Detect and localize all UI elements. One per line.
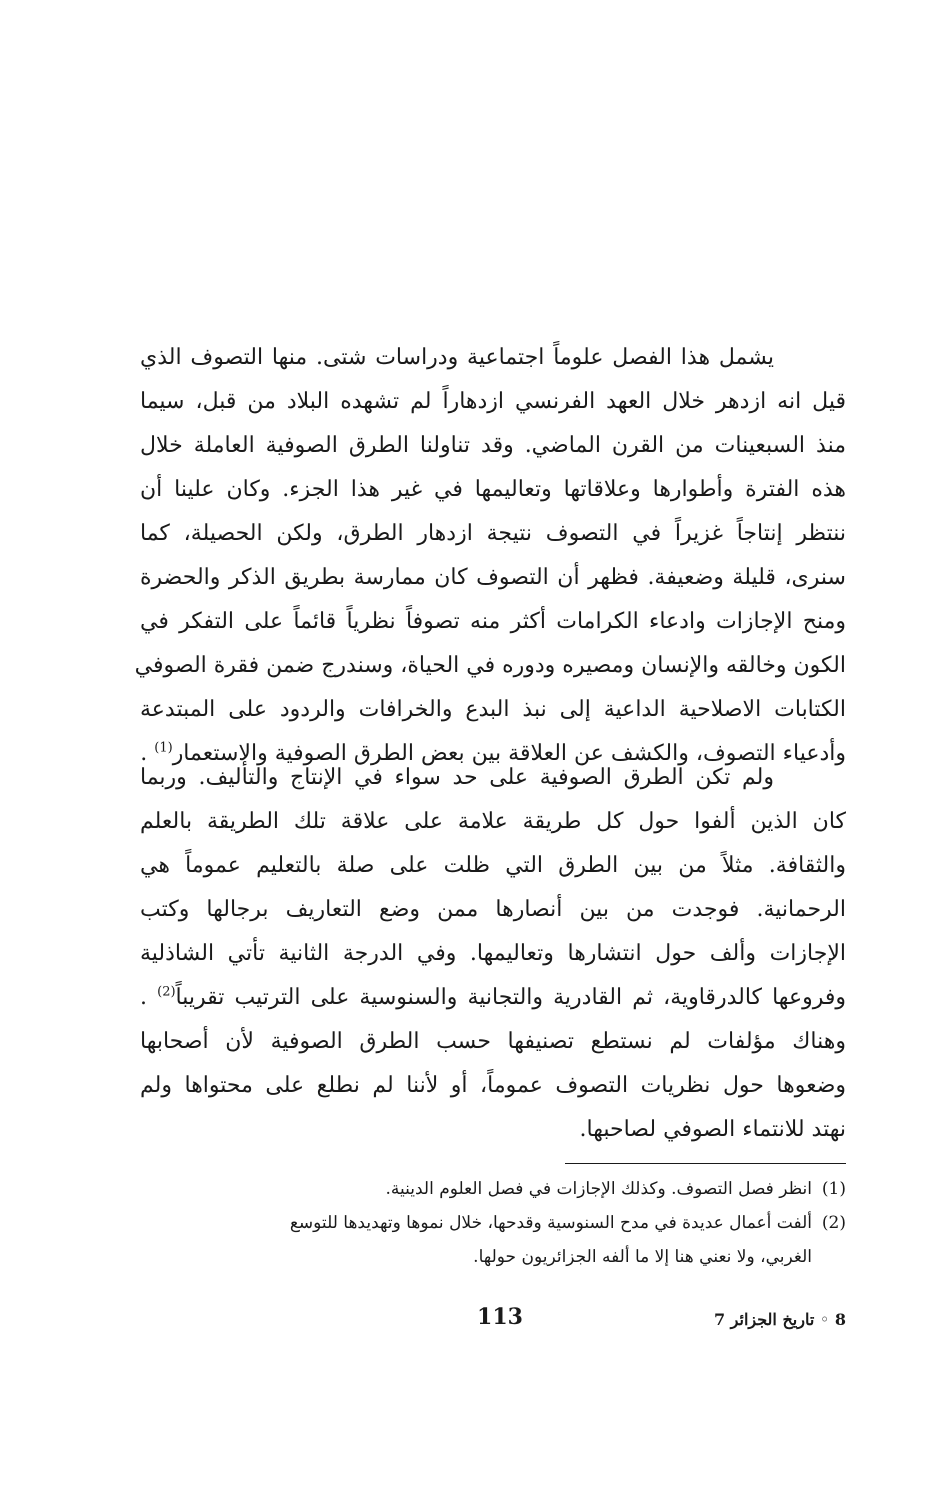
footnote-2-continuation: الغربي، ولا نعني هنا إلا ما ألفه الجزائريون حولها. [473,1247,812,1267]
footnote-2 [140,1206,846,1240]
paragraph-1-line: ومنح الإجازات وادعاء الكرامات أكثر منه تصوفاً نظرياً قائماً على التفكر في [140,609,846,634]
paragraph-1-line: سنرى، قليلة وضعيفة. فظهر أن التصوف كان ممارسة بطريق الذكر والحضرة [140,565,846,590]
paragraph-2-line: نهتد للانتماء الصوفي لصاحبها. [579,1117,846,1142]
footnote-ref-2: (2) [157,984,176,1000]
paragraph-1-end: . [140,741,155,766]
paragraph-1-line: ننتظر إنتاجاً غزيراً في التصوف نتيجة ازدهار الطرق، ولكن الحصيلة، كما [140,521,846,546]
footnote-1-number: (1) [821,1179,846,1199]
paragraph-2 [140,756,846,1152]
printer-signature-mark: 8 ◦ تاريخ الجزائر 7 [713,1310,846,1329]
paragraph-2-line: ولم تكن الطرق الصوفية على حد سواء في الإنتاج والتأليف. وربما [140,765,774,790]
paragraph-2-line: وضعوها حول نظريات التصوف عموماً، أو لأننا لم نطلع على محتواها ولم [140,1073,846,1098]
footnote-1 [140,1172,846,1206]
paragraph-2-line: كان الذين ألفوا حول كل طريقة علامة على علاقة تلك الطريقة بالعلم [140,809,846,834]
paragraph-1-line: الكون وخالقه والإنسان ومصيره ودوره في الحياة، وسندرج ضمن فقرة الصوفي [134,653,846,678]
paragraph-1-line: الكتابات الاصلاحية الداعية إلى نبذ البدع والخرافات والردود على المبتدعة [140,697,846,722]
paragraph-2-line: والثقافة. مثلاً من بين الطرق التي ظلت على صلة بالتعليم عموماً هي [140,853,846,878]
footnotes [140,1172,846,1274]
paragraph-1 [134,336,846,776]
paragraph-1-line: منذ السبعينات من القرن الماضي. وقد تناولنا الطرق الصوفية العاملة خلال [140,433,846,458]
paragraph-1-line-text: وأدعياء التصوف، والكشف عن العلاقة بين بعض الطرق الصوفية والاستعمار [172,741,846,766]
paragraph-1-line: يشمل هذا الفصل علوماً اجتماعية ودراسات شتى. منها التصوف الذي [140,345,774,370]
paragraph-1-line: هذه الفترة وأطوارها وعلاقاتها وتعاليمها في غير هذا الجزء. وكان علينا أن [140,477,846,502]
paragraph-2-line-text: وفروعها كالدرقاوية، ثم القادرية والتجانية والسنوسية على الترتيب تقريباً [175,985,846,1010]
paragraph-2-line: وهناك مؤلفات لم نستطع تصنيفها حسب الطرق الصوفية لأن أصحابها [140,1029,846,1054]
paragraph-2-line: الرحمانية. فوجدت من بين أنصارها ممن وضع التعاريف برجالها وكتب [140,897,846,922]
page-number: 113 [477,1304,523,1330]
footnote-2-number: (2) [821,1213,846,1233]
paragraph-2-line-end: . [140,985,158,1010]
footnote-ref-1: (1) [154,740,173,756]
footnote-separator [565,1163,846,1164]
footnote-1-text: انظر فصل التصوف. وكذلك الإجازات في فصل العلوم الدينية. [385,1179,812,1199]
paragraph-1-line: قيل انه ازدهر خلال العهد الفرنسي ازدهاراً لم تشهده البلاد من قبل، سيما [140,389,846,414]
paragraph-2-line: الإجازات وألف حول انتشارها وتعاليمها. وفي الدرجة الثانية تأتي الشاذلية [140,941,846,966]
footnote-2-text: ألفت أعمال عديدة في مدح السنوسية وقدحها، خلال نموها وتهديدها للتوسع [289,1213,812,1233]
paragraph-2-line-with-note [140,976,846,1020]
